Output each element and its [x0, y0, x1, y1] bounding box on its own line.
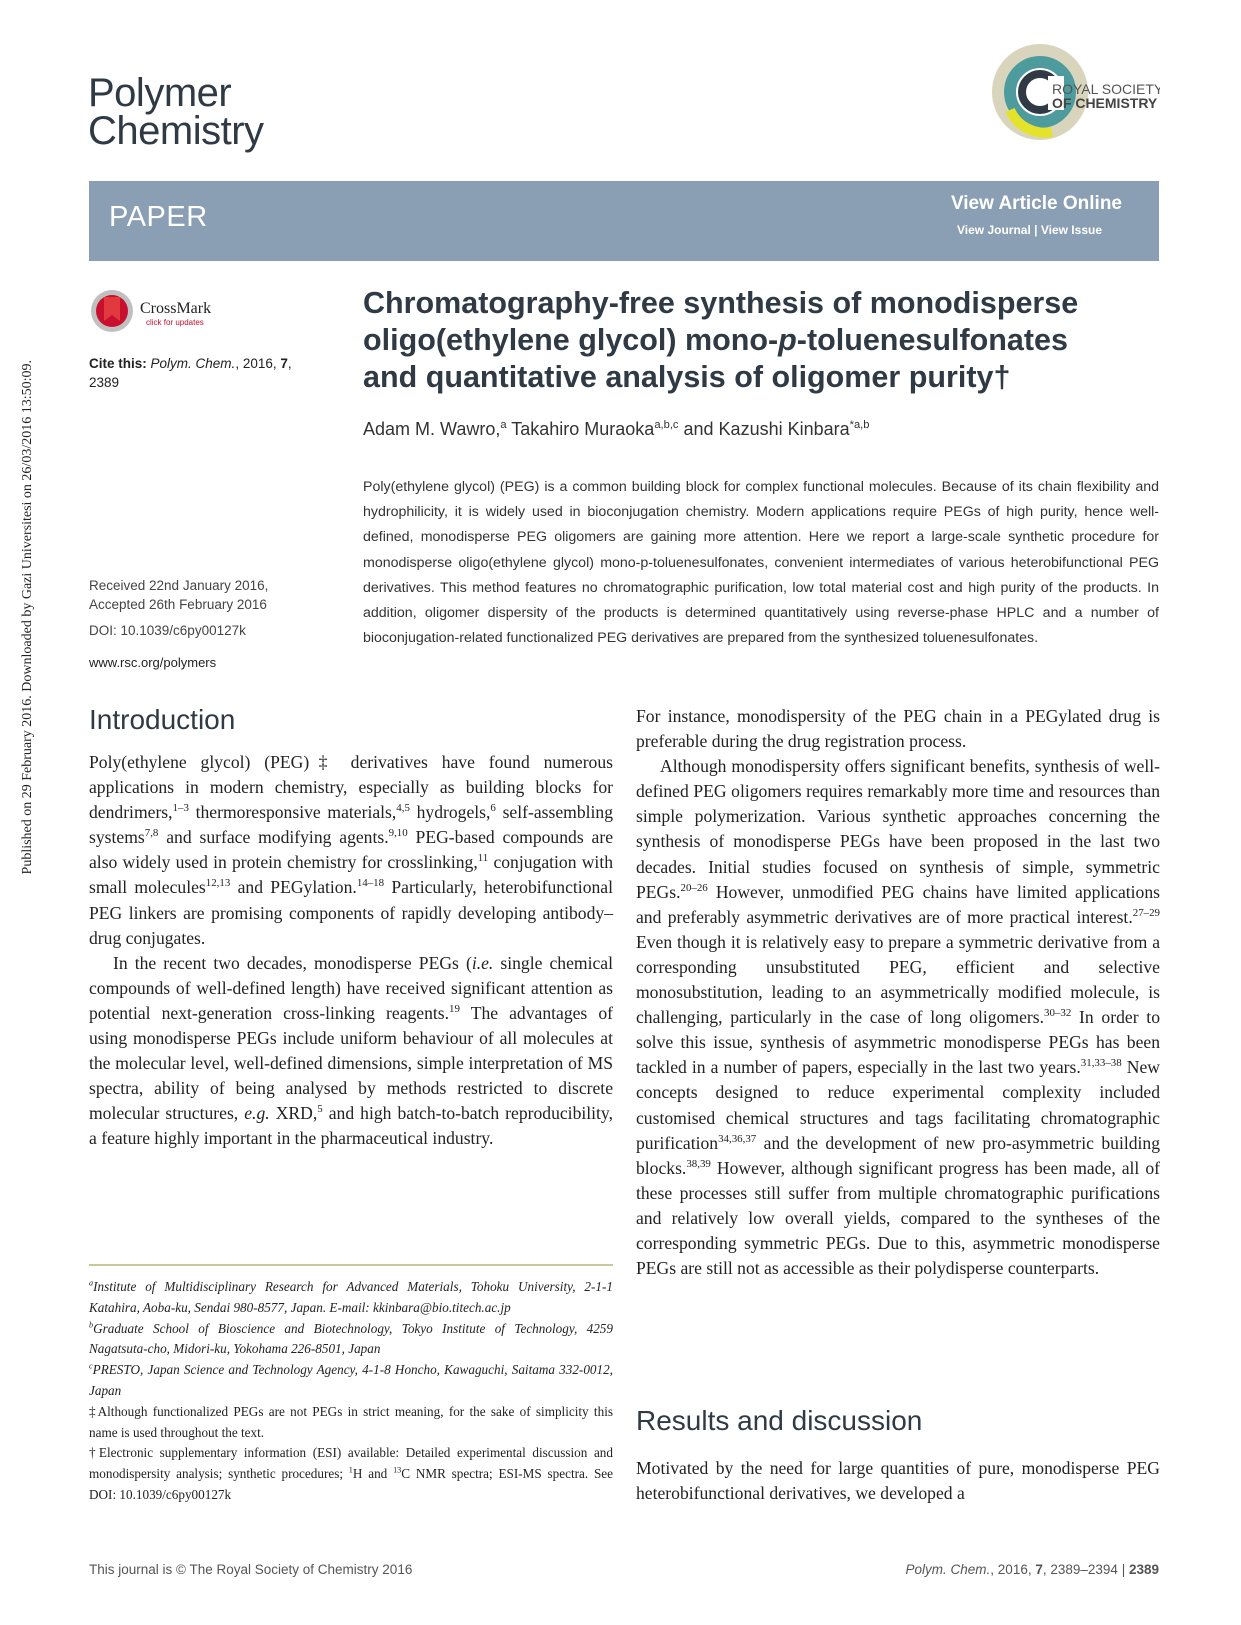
journal-name-line1: Polymer [88, 71, 232, 115]
download-note [8, 360, 35, 980]
ref-15[interactable]: 34,36,37 [718, 1132, 757, 1145]
affil-c-text: PRESTO, Japan Science and Technology Agency, 4-1-8 Honcho, Kawaguchi, Saitama 332-0012, Japan [89, 1362, 613, 1398]
intro-p2-e: and high batch-to-batch reproducibility, a feature highly important in the pharmaceutical industry. [89, 1103, 613, 1149]
footnotes [89, 1277, 613, 1506]
footer-year: , 2016, [990, 1562, 1036, 1577]
right-p2-d: In order to solve this issue, synthesis of asymmetric monodisperse PEGs has been tackled in a number of papers, especially in the last two years. [636, 1007, 1160, 1078]
author-1[interactable]: Adam M. Wawro, [363, 419, 501, 439]
results-heading: Results and discussion [636, 1405, 923, 1436]
cite-volume: 7 [280, 356, 288, 371]
journal-url[interactable]: www.rsc.org/polymers [89, 655, 217, 670]
intro-p1-d: self-assembling systems [89, 802, 614, 848]
title-line2a: oligo(ethylene glycol) mono- [363, 323, 779, 357]
affiliation-a [89, 1277, 613, 1319]
cite-comma: , [287, 356, 292, 371]
intro-p1-g: conjugation with small molecules [89, 852, 614, 898]
view-article-online-link[interactable]: View Article Online [950, 193, 1122, 214]
doi[interactable]: DOI: 10.1039/c6py00127k [89, 623, 246, 638]
journal-name-line2: Chemistry [88, 109, 264, 153]
footer-page-number: 2389 [1128, 1562, 1159, 1577]
results-text [636, 1456, 1160, 1506]
ref-13[interactable]: 30–32 [1044, 1007, 1072, 1020]
ref-9[interactable]: 19 [449, 1003, 460, 1016]
crossmark-sub: click for updates [146, 318, 204, 327]
rsc-logo[interactable] [990, 40, 1160, 148]
intro-paragraph-1 [89, 750, 613, 951]
right-p2-b: However, unmodified PEG chains have limited applications and preferably asymmetric derivatives are of more practical interest. [636, 881, 1160, 927]
esi-text-b: H and [352, 1466, 394, 1482]
affil-b-marker: b [89, 1320, 94, 1330]
view-links [957, 223, 1102, 237]
affil-b-text: Graduate School of Bioscience and Biotechnology, Tokyo Institute of Technology, 4259 Nagatsuta-cho, Midori-ku, Yokohama 226-8501, Japan [89, 1320, 613, 1357]
received-date: Received 22nd January 2016, [89, 578, 269, 593]
intro-p2-b: single chemical compounds of well-defined length) have received significant attention as potential next-generation cross-linking reagents. [89, 952, 613, 1023]
cite-page: 2389 [89, 375, 120, 390]
esi-c13-sup: 13 [393, 1465, 402, 1475]
ref-10[interactable]: 5 [317, 1103, 323, 1116]
right-column-text [636, 704, 1160, 1281]
intro-p2-a: In the recent two decades, monodisperse PEGs ( [113, 952, 472, 973]
affiliation-b [89, 1319, 613, 1361]
ref-12[interactable]: 27–29 [1132, 906, 1160, 919]
intro-p1-c: hydrogels, [409, 802, 491, 823]
author-2-affil: a,b,c [654, 419, 679, 431]
right-paragraph-2 [636, 754, 1160, 1281]
esi-text-c: C NMR spectra; ESI-MS spectra. See DOI: 10.1039/c6py00127k [89, 1466, 613, 1502]
right-p2-f: and the development of new pro-asymmetric building blocks. [636, 1132, 1160, 1178]
ref-6[interactable]: 11 [477, 852, 489, 865]
footer-separator: | [1117, 1562, 1129, 1577]
intro-p2-d: XRD, [269, 1103, 318, 1124]
author-3-affil: *a,b [849, 419, 870, 431]
article-type-label: PAPER [109, 201, 208, 233]
title-line2b: p [778, 323, 797, 357]
title-line2 [363, 322, 1163, 359]
ref-7[interactable]: 12,13 [205, 877, 231, 890]
citation [89, 354, 329, 392]
author-list [363, 419, 1163, 440]
ref-1[interactable]: 1–3 [172, 802, 189, 815]
author-3[interactable]: and Kazushi Kinbara [678, 419, 850, 439]
ref-4[interactable]: 7,8 [144, 827, 159, 840]
crossmark-badge[interactable] [90, 289, 250, 339]
cite-journal: Polym. Chem. [150, 356, 236, 371]
logo-text-line2: OF CHEMISTRY [1052, 95, 1158, 111]
intro-p1-b: thermoresponsive materials, [188, 802, 397, 823]
journal-name [88, 71, 264, 153]
ref-8[interactable]: 14–18 [356, 877, 385, 890]
intro-p2-c: The advantages of using monodisperse PEGs include uniform behaviour of all molecules at the molecular level, well-defined dimensions, simple interpretation of MS spectra, ability of being analysed by methods restricted to discrete molecular structures, [89, 1002, 613, 1124]
footer-pages: , 2389–2394 [1042, 1562, 1118, 1577]
download-note-text: Published on 29 February 2016. Downloaded by Gazi Universitesi on 26/03/2016 13:50:09. [20, 360, 35, 875]
esi-h-sup: 1 [348, 1465, 353, 1475]
introduction-heading: Introduction [89, 704, 236, 735]
right-p2-c: Even though it is relatively easy to prepare a symmetric derivative from a corresponding unsubstituted PEG, efficient and selective monosubstitution, leading to an asymmetrically modified molecule, is challenging, particularly in the case of long oligomers. [636, 931, 1160, 1028]
intro-p1-e: and surface modifying agents. [158, 827, 389, 848]
view-links-separator: | [1030, 223, 1041, 237]
intro-p2-eg: e.g. [244, 1103, 270, 1124]
cite-year: , 2016, [235, 356, 281, 371]
cite-label: Cite this: [89, 356, 147, 371]
esi-text-a: †Electronic supplementary information (ESI) available: Detailed experimental discussion and monodispersity analysis; synthetic procedures; [89, 1445, 613, 1482]
footnote-esi [89, 1443, 613, 1505]
footer-volume: 7 [1035, 1562, 1043, 1577]
footer-copyright: This journal is © The Royal Society of Chemistry 2016 [89, 1562, 413, 1577]
footer-citation [906, 1562, 1159, 1577]
received-dates [89, 576, 339, 614]
title-line1: Chromatography-free synthesis of monodisperse [363, 286, 1079, 320]
ref-5[interactable]: 9,10 [388, 827, 408, 840]
ref-14[interactable]: 31,33–38 [1080, 1057, 1122, 1070]
accepted-date: Accepted 26th February 2016 [89, 597, 267, 612]
right-p2-e: New concepts designed to reduce experimental complexity included customised chemical structures and tags facilitating chromatographic purification [636, 1057, 1161, 1153]
footnote-divider [89, 1264, 613, 1266]
ref-3[interactable]: 6 [490, 802, 496, 815]
right-p2-g: However, although significant progress has been made, all of these processes still suffer from multiple chromatographic purifications and relatively low overall yields, compared to the syntheses of the corresponding symmetric PEGs. Due to this, asymmetric monodisperse PEGs are still not as accessible as their polydisperse counterparts. [636, 1157, 1160, 1279]
view-issue-link[interactable]: View Issue [1040, 223, 1102, 237]
title-line3: and quantitative analysis of oligomer purity† [363, 360, 1011, 394]
intro-p1-a: Poly(ethylene glycol) (PEG)‡ derivatives have found numerous applications in modern chemistry, especially as building blocks for dendrimers, [89, 752, 613, 823]
intro-p1-f: PEG-based compounds are also widely used in protein chemistry for crosslinking, [89, 827, 613, 873]
intro-p1-h: and PEGylation. [230, 877, 357, 898]
ref-2[interactable]: 4,5 [396, 802, 410, 815]
ref-16[interactable]: 38,39 [686, 1157, 711, 1170]
paper-banner [89, 181, 1159, 261]
rsc-logo-icon [990, 40, 1160, 148]
logo-text-line1: ROYAL SOCIETY [1052, 81, 1160, 97]
intro-paragraph-2 [89, 951, 613, 1152]
affil-c-marker: c [89, 1361, 93, 1371]
affiliation-c [89, 1360, 613, 1402]
footer-journal: Polym. Chem. [905, 1562, 991, 1577]
right-paragraph-1: For instance, monodispersity of the PEG chain in a PEGylated drug is preferable during the drug registration process. [636, 706, 1160, 752]
title-line2c: -toluenesulfonates [796, 323, 1068, 357]
affil-a-marker: a [89, 1278, 94, 1288]
crossmark-name: CrossMark [140, 300, 212, 317]
footnote-double-dagger: ‡Although functionalized PEGs are not PEGs in strict meaning, for the sake of simplicity this name is used throughout the text. [89, 1403, 613, 1440]
affil-a-text: Institute of Multidisciplinary Research for Advanced Materials, Tohoku University, 2-1-1 Katahira, Aoba-ku, Sendai 980-8577, Japan. E-mail: kkinbara@bio.titech.ac.jp [89, 1279, 613, 1315]
author-2[interactable]: Takahiro Muraoka [506, 419, 655, 439]
introduction-text [89, 750, 613, 1152]
results-paragraph-1: Motivated by the need for large quantities of pure, monodisperse PEG heterobifunctional derivatives, we developed a [636, 1458, 1160, 1504]
intro-p2-ie: i.e. [471, 952, 494, 973]
ref-11[interactable]: 20–26 [680, 881, 708, 894]
author-1-affil: a [500, 419, 507, 431]
view-journal-link[interactable]: View Journal [957, 223, 1031, 237]
abstract: Poly(ethylene glycol) (PEG) is a common building block for complex functional molecules. Because of its chain flexibility and hydrophilicity, it is widely used in bioconjugation chemistry. Modern applications require PEGs of high purity, hence well-defined, monodisperse PEG oligomers are gaining more attention. Here we report a large-scale synthetic procedure for monodisperse oligo(ethylene glycol) mono-p-toluenesulfonates, convenient intermediates of various heterobifunctional PEG derivatives. This method features no chromatographic purification, low total material cost and high purity of the products. In addition, oligomer dispersity of the products is determined quantitatively using reverse-phase HPLC and a number of bioconjugation-related functionalized PEG derivatives are prepared from the synthesized toluenesulfonates. [363, 479, 1159, 647]
article-title [363, 285, 1163, 396]
crossmark-icon [90, 289, 250, 339]
intro-p1-i: Particularly, heterobifunctional PEG linkers are promising components of rapidly developing antibody–drug conjugates. [89, 877, 613, 948]
right-p2-a: Although monodispersity offers significant benefits, synthesis of well-defined PEG oligomers requires remarkably more time and resources than simple polymerization. Various synthetic approaches concerning the synthesis of monodisperse PEGs have been proposed in the last two decades. Initial studies focused on synthesis of simple, symmetric PEGs. [636, 756, 1160, 902]
